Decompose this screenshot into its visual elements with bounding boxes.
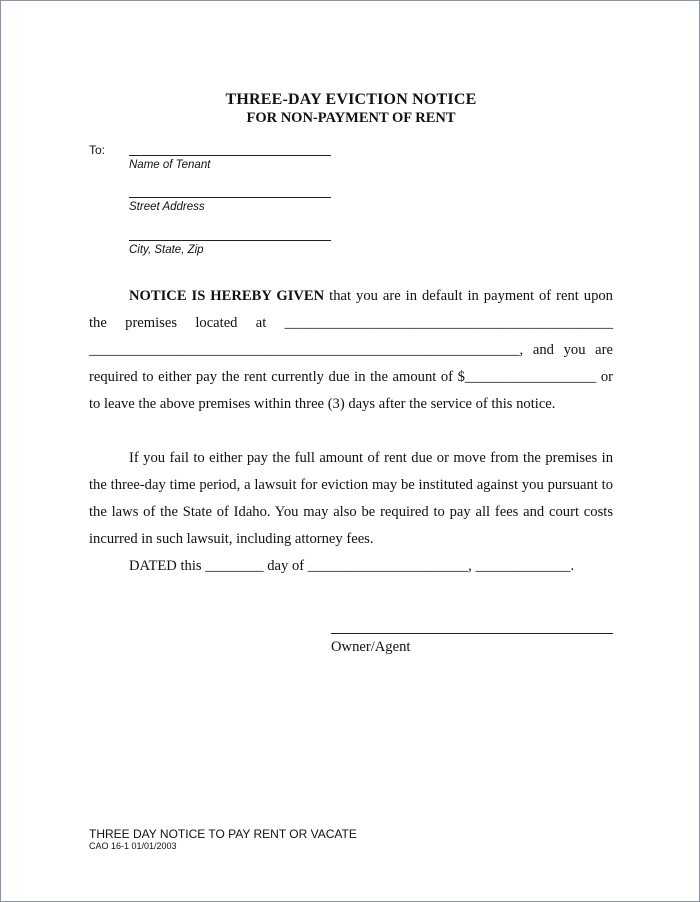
document-subtitle: FOR NON-PAYMENT OF RENT: [246, 110, 456, 126]
document-title: THREE-DAY EVICTION NOTICE: [225, 91, 477, 108]
notice-text: that you are in default in payment of rent upon the premises located at _____________________________________________ ___________________________________________________________, and you are required to either pay the rent currently due in the amount of $__________________ or to leave the above premises within three (3) days after the service of this notice.: [89, 288, 613, 412]
street-address-field[interactable]: [129, 197, 331, 214]
street-address-line: [129, 197, 331, 198]
notice-paragraph: [89, 283, 613, 418]
lawsuit-paragraph: [89, 445, 613, 553]
city-state-zip-field[interactable]: [129, 240, 331, 257]
tenant-name-label: Name of Tenant: [129, 159, 211, 171]
city-state-zip-line: [129, 240, 331, 241]
lawsuit-text: If you fail to either pay the full amount of rent due or move from the premises in the three-day time period, a lawsuit for eviction may be instituted against you pursuant to the laws of the State of Idaho. You may also be required to pay all fees and court costs incurred in such lawsuit, including attorney fees.: [89, 450, 613, 547]
footer-form-code: CAO 16-1 01/01/2003: [89, 841, 177, 851]
dated-paragraph: [89, 553, 613, 580]
tenant-name-line: [129, 155, 331, 156]
dated-text: DATED this ________ day of ______________________, _____________.: [129, 558, 575, 574]
footer-form-title: THREE DAY NOTICE TO PAY RENT OR VACATE: [89, 827, 357, 841]
street-address-label: Street Address: [129, 201, 205, 213]
to-label: To:: [89, 143, 106, 157]
signature-line: [331, 633, 613, 634]
form-footer: [89, 827, 357, 852]
signature-label: Owner/Agent: [331, 639, 411, 655]
title-block: [1, 90, 700, 128]
notice-lead: NOTICE IS HEREBY GIVEN: [129, 288, 325, 304]
signature-block[interactable]: [331, 633, 613, 657]
tenant-name-field[interactable]: [129, 155, 331, 172]
city-state-zip-label: City, State, Zip: [129, 244, 204, 256]
